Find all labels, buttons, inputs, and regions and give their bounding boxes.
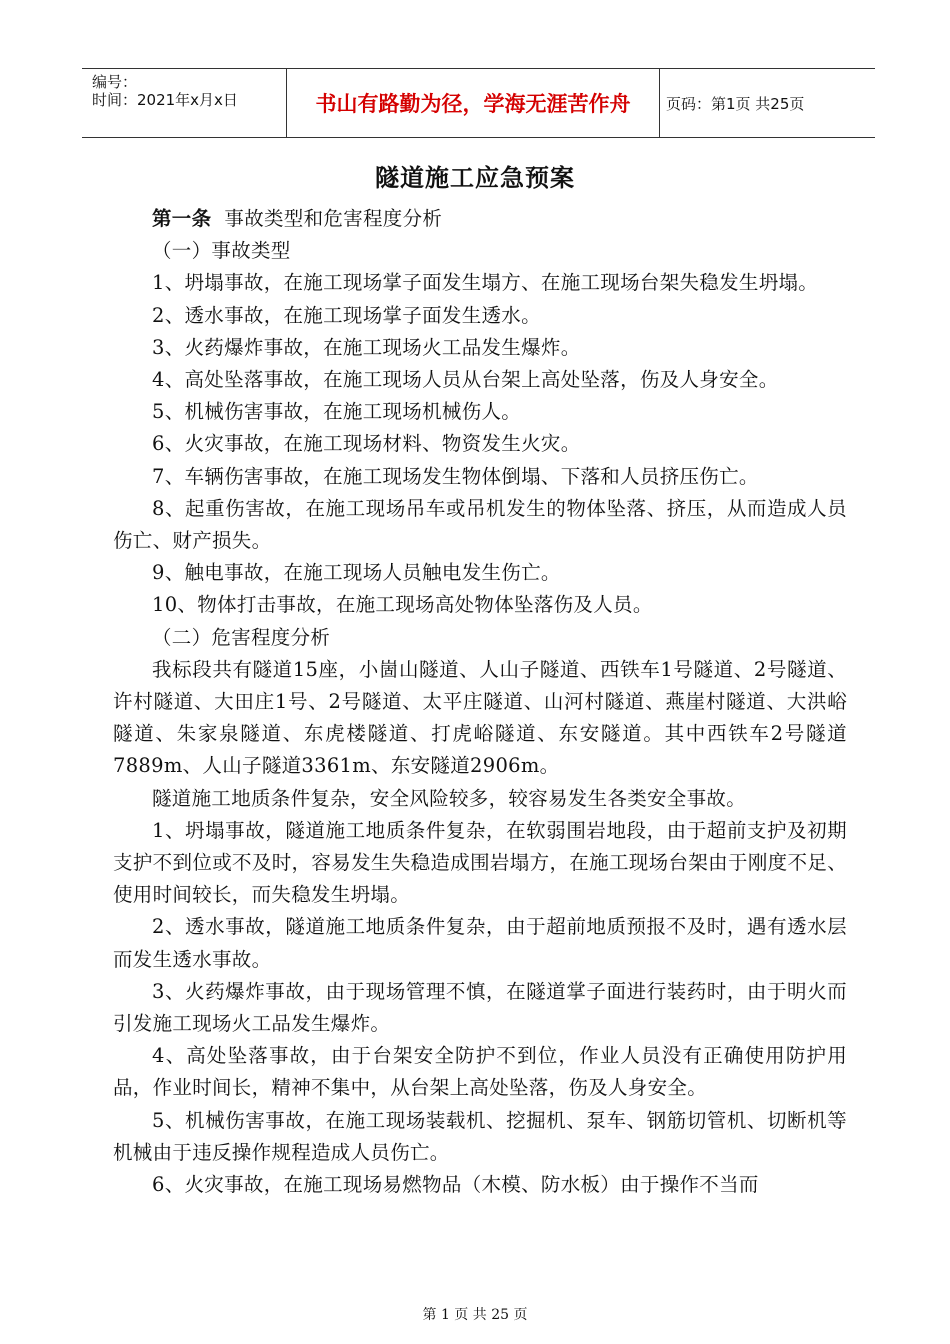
paragraph: 2、透水事故，在施工现场掌子面发生透水。 bbox=[152, 303, 541, 327]
paragraph: 1、坍塌事故，在施工现场掌子面发生塌方、在施工现场台架失稳发生坍塌。 bbox=[152, 271, 819, 295]
header-motto-cell bbox=[286, 69, 660, 137]
header-page-info: 页码：第1页 共25页 bbox=[666, 94, 805, 113]
paragraph: 5、机械伤害事故，在施工现场机械伤人。 bbox=[152, 400, 522, 424]
paragraph: 1、坍塌事故，隧道施工地质条件复杂，在软弱围岩地段，由于超前支护及初期支护不到位或不及时，容易发生失稳造成围岩塌方，在施工现场台架由于刚度不足、使用时间较长，而失稳发生坍塌。 bbox=[113, 818, 847, 907]
page-header bbox=[82, 68, 875, 138]
paragraph: 4、高处坠落事故，由于台架安全防护不到位，作业人员没有正确使用防护用品，作业时间长，精神不集中，从台架上高处坠落，伤及人身安全。 bbox=[113, 1044, 847, 1100]
document-number-label: 编号： bbox=[92, 73, 138, 91]
paragraph: 我标段共有隧道15座，小崮山隧道、人山子隧道、西铁车1号隧道、2号隧道、许村隧道、大田庄1号、2号隧道、太平庄隧道、山河村隧道、燕崖村隧道、大洪峪隧道、朱家泉隧道、东虎楼隧道、打虎峪隧道、东安隧道。其中西铁车2号隧道7889m、人山子隧道3361m、东安隧道2906m。 bbox=[113, 657, 847, 778]
paragraph: 4、高处坠落事故，在施工现场人员从台架上高处坠落，伤及人身安全。 bbox=[152, 368, 779, 392]
article-title: 事故类型和危害程度分析 bbox=[224, 207, 443, 230]
document-time-label: 时间：2021年x月x日 bbox=[92, 91, 238, 109]
document-title: 隧道施工应急预案 bbox=[375, 163, 575, 192]
paragraph: 6、火灾事故，在施工现场材料、物资发生火灾。 bbox=[152, 432, 581, 456]
page-footer: 第 1 页 共 25 页 bbox=[422, 1307, 528, 1323]
header-meta bbox=[92, 69, 290, 137]
paragraph: 10、物体打击事故，在施工现场高处物体坠落伤及人员。 bbox=[152, 593, 653, 617]
paragraph: （二）危害程度分析 bbox=[152, 625, 331, 649]
paragraph: 隧道施工地质条件复杂，安全风险较多，较容易发生各类安全事故。 bbox=[152, 786, 747, 810]
paragraph: 7、车辆伤害事故，在施工现场发生物体倒塌、下落和人员挤压伤亡。 bbox=[152, 464, 759, 488]
paragraph: 5、机械伤害事故，在施工现场装载机、挖掘机、泵车、钢筋切管机、切断机等机械由于违反操作规程造成人员伤亡。 bbox=[113, 1108, 847, 1164]
paragraph: 9、触电事故，在施工现场人员触电发生伤亡。 bbox=[152, 561, 561, 585]
document-body bbox=[113, 203, 847, 1201]
paragraph: 3、火药爆炸事故，由于现场管理不慎，在隧道掌子面进行装药时，由于明火而引发施工现场火工品发生爆炸。 bbox=[113, 979, 847, 1036]
paragraph: （一）事故类型 bbox=[152, 239, 291, 263]
header-motto: 书山有路勤为径，学海无涯苦作舟 bbox=[315, 92, 631, 116]
paragraph: 3、火药爆炸事故，在施工现场火工品发生爆炸。 bbox=[152, 335, 581, 359]
article-label: 第一条 bbox=[152, 207, 212, 230]
article-heading bbox=[113, 203, 847, 235]
paragraph: 6、火灾事故，在施工现场易燃物品（木模、防水板）由于操作不当而 bbox=[152, 1173, 759, 1197]
paragraph: 2、透水事故，隧道施工地质条件复杂，由于超前地质预报不及时，遇有透水层而发生透水事故。 bbox=[113, 915, 847, 971]
paragraph: 8、起重伤害故，在施工现场吊车或吊机发生的物体坠落、挤压，从而造成人员伤亡、财产损失。 bbox=[113, 496, 847, 553]
